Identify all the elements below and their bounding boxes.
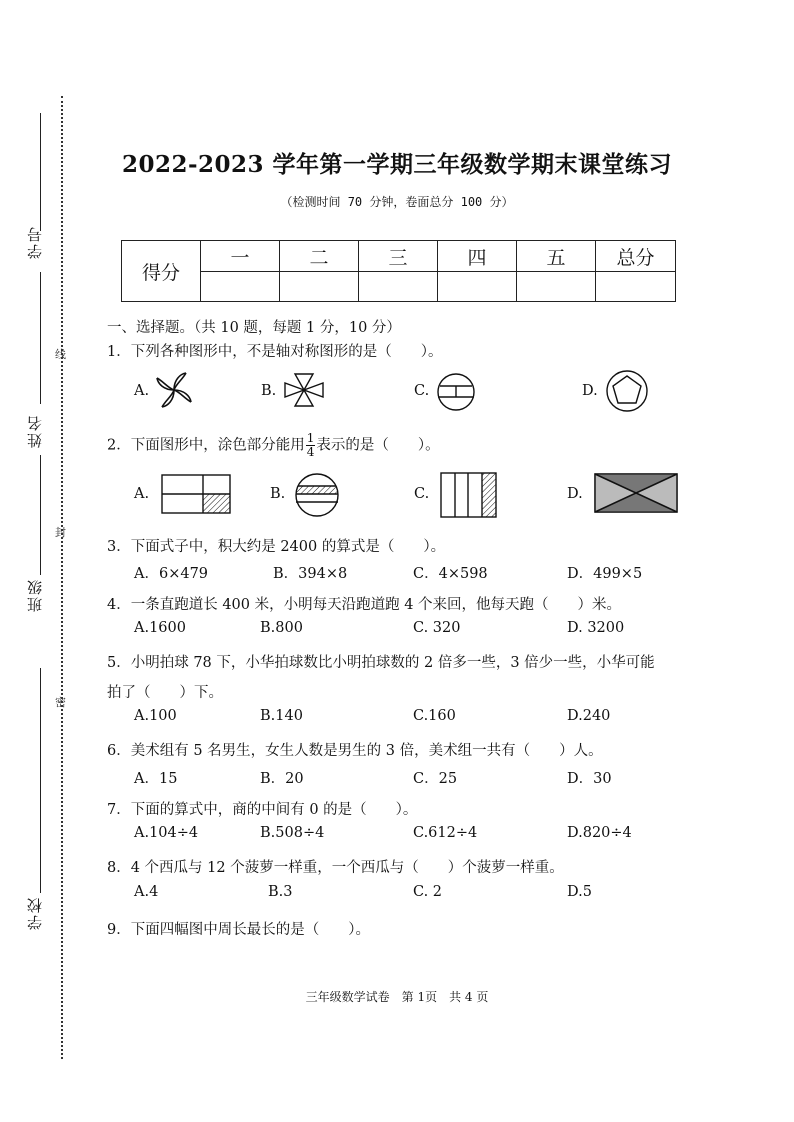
q8-option-a[interactable]: A.4 [134,884,159,900]
score-cell-5[interactable] [517,272,596,302]
q6-option-b[interactable]: B．20 [260,771,304,787]
q8-option-b[interactable]: B.3 [268,884,293,900]
score-col-1: 一 [201,241,280,272]
seal-char-line: 线 [55,348,66,361]
score-col-2: 二 [280,241,359,272]
score-col-4: 四 [438,241,517,272]
q6-option-d[interactable]: D．30 [567,771,612,787]
section1-heading: 一、选择题。（共 10 题，每题 1 分，10 分） [107,320,401,336]
q2-text-after: 表示的是（ ）。 [316,437,440,454]
q4-option-c[interactable]: C. 320 [413,620,461,636]
q2-option-a[interactable]: A. [134,486,150,502]
q4-option-a[interactable]: A.1600 [134,620,186,636]
q1-text: 1．下列各种图形中，不是轴对称图形的是（ ）。 [107,344,443,360]
circle-bar-figure [436,372,476,412]
score-cell-3[interactable] [359,272,438,302]
page-footer: 三年级数学试卷 第 1页 共 4 页 [305,990,489,1004]
q7-option-c[interactable]: C.612÷4 [413,825,478,841]
bowtie-cross-figure [283,372,325,408]
school-line [40,668,41,893]
page-title: 2022-2023 学年第一学期三年级数学期末课堂练习 [121,151,673,178]
q4-option-d[interactable]: D. 3200 [567,620,625,636]
q8-text: 8．4 个西瓜与 12 个菠萝一样重，一个西瓜与（ ）个菠萝一样重。 [107,860,564,876]
q2-text-before: 2．下面图形中，涂色部分能用 [107,437,305,454]
class-line [40,455,41,575]
q2-option-d[interactable]: D. [567,486,583,502]
seal-dotted-line [61,96,63,1059]
shaded-strips-figure-c [440,472,497,518]
q5-text-line2: 拍了（ ）下。 [107,685,223,701]
seal-char-seal: 封 [55,526,66,539]
score-col-total: 总分 [596,241,676,272]
q1-option-b[interactable]: B. [261,383,277,399]
pinwheel-figure [152,368,196,412]
q5-text: 5．小明拍球 78 下，小华拍球数比小明拍球数的 2 倍多一些，3 倍少一些，小华可能 [107,655,655,671]
q2-option-c[interactable]: C. [414,486,430,502]
q3-option-b[interactable]: B．394×8 [273,566,348,582]
score-col-3: 三 [359,241,438,272]
shaded-triangles-figure-d [594,473,678,513]
score-col-5: 五 [517,241,596,272]
shaded-rectangle-figure-a [161,474,231,514]
q6-option-a[interactable]: A．15 [134,771,178,787]
score-cell-total[interactable] [596,272,676,302]
q4-text: 4．一条直跑道长 400 米，小明每天沿跑道跑 4 个来回，他每天跑（ ）米。 [107,597,622,613]
q1-option-a[interactable]: A. [134,383,150,399]
q1-option-d[interactable]: D. [582,383,598,399]
q1-option-c[interactable]: C. [414,383,430,399]
q2-fraction-numerator: 1 [306,431,315,445]
q7-text: 7．下面的算式中，商的中间有 0 的是（ ）。 [107,802,418,818]
seal-char-secret: 密 [55,696,66,709]
score-cell-1[interactable] [201,272,280,302]
score-table [121,240,676,302]
q3-option-c[interactable]: C．4×598 [413,566,488,582]
q6-text: 6．美术组有 5 名男生，女生人数是男生的 3 倍，美术组一共有（ ）人。 [107,743,603,759]
name-line [40,272,41,404]
school-label: 学校 [26,896,44,930]
q7-option-b[interactable]: B.508÷4 [260,825,325,841]
page-subtitle: （检测时间 70 分钟，卷面总分 100 分） [280,195,514,209]
q5-option-d[interactable]: D.240 [567,708,611,724]
q9-text: 9．下面四幅图中周长最长的是（ ）。 [107,922,370,938]
score-cell-4[interactable] [438,272,517,302]
q5-option-b[interactable]: B.140 [260,708,303,724]
q7-option-a[interactable]: A.104÷4 [134,825,199,841]
q4-option-b[interactable]: B.800 [260,620,303,636]
pentagon-in-circle-figure [605,369,649,413]
q3-option-a[interactable]: A．6×479 [134,566,209,582]
q7-option-d[interactable]: D.820÷4 [567,825,632,841]
q2-option-b[interactable]: B. [270,486,286,502]
q5-option-a[interactable]: A.100 [134,708,177,724]
q2-text [107,432,440,459]
q8-option-d[interactable]: D.5 [567,884,592,900]
q5-option-c[interactable]: C.160 [413,708,456,724]
shaded-circle-figure-b [294,472,340,518]
q6-option-c[interactable]: C．25 [413,771,458,787]
q3-option-d[interactable]: D．499×5 [567,566,643,582]
q8-option-c[interactable]: C. 2 [413,884,443,900]
q2-fraction-denominator: 4 [306,445,315,459]
q2-fraction [306,432,316,459]
name-label: 姓名 [26,414,44,448]
q3-text: 3．下面式子中，积大约是 2400 的算式是（ ）。 [107,539,446,555]
student-id-label: 学号 [26,225,44,259]
class-label: 班级 [26,578,44,612]
score-cell-2[interactable] [280,272,359,302]
score-row-label: 得分 [122,241,201,302]
